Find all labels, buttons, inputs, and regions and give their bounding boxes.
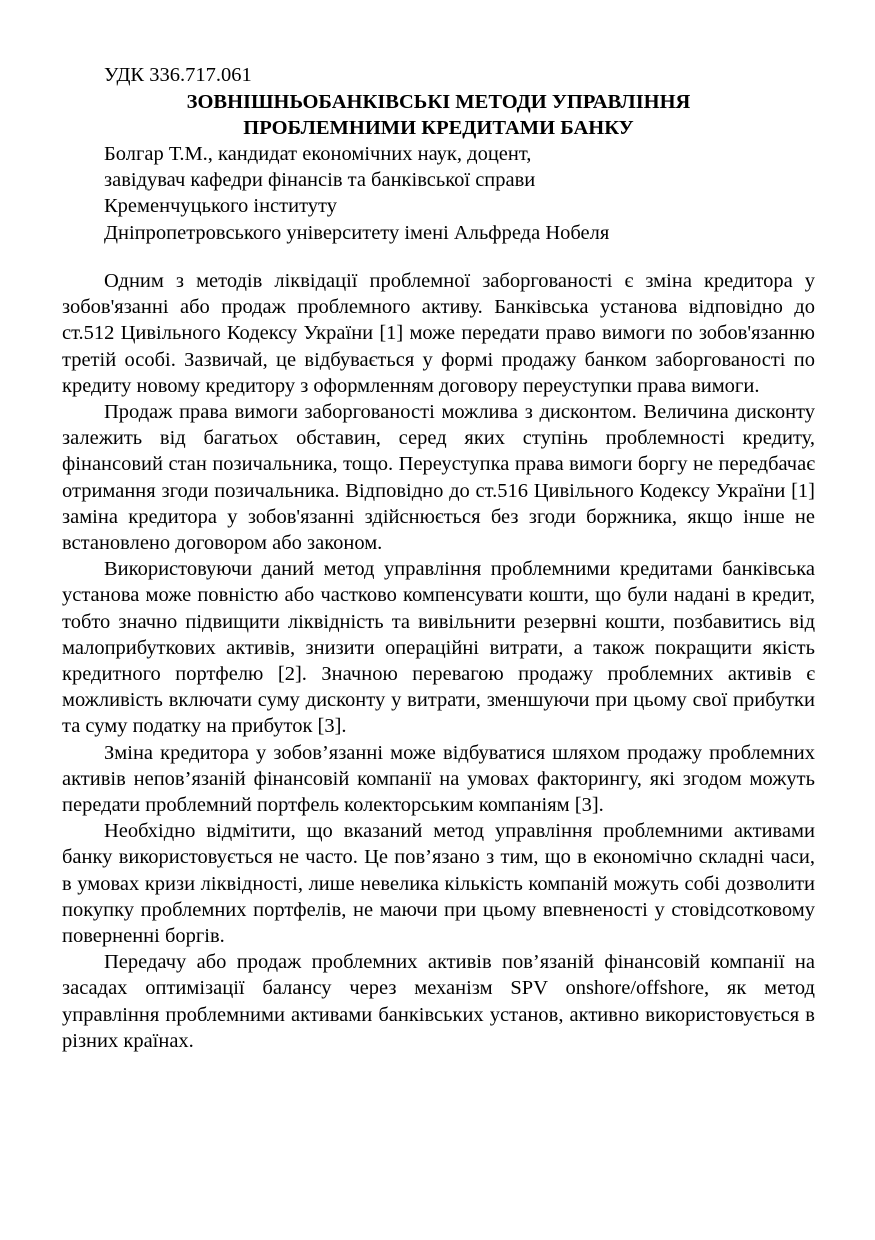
body-paragraph: Необхідно відмітити, що вказаний метод управління проблемними активами банку використовується не часто. Це пов’язано з тим, що в економічно складні часи, в умовах кризи ліквідності, лише невелика кількість компаній можуть собі дозволити покупку проблемних портфелів, не маючи при цьому впевненості у стовідсотковому поверненні боргів. — [62, 820, 815, 948]
author-position-line: завідувач кафедри фінансів та банківської справи — [104, 169, 536, 192]
article-title-line-2: ПРОБЛЕМНИМИ КРЕДИТАМИ БАНКУ — [243, 117, 634, 139]
body-paragraph: Одним з методів ліквідації проблемної заборгованості є зміна кредитора у зобов'язанні або продаж проблемного активу. Банківська установа відповідно до ст.512 Цивільного Кодексу України [1] може передати право вимоги по зобов'язанню третій особі. Зазвичай, це відбувається у формі продажу банком заборгованості по кредиту новому кредитору з оформленням договору переуступки права вимоги. — [62, 270, 815, 397]
body-paragraph: Продаж права вимоги заборгованості можлива з дисконтом. Величина дисконту залежить від багатьох обставин, серед яких ступінь проблемності кредиту, фінансовий стан позичальника, тощо. Переуступка права вимоги боргу не передбачає отримання згоди позичальника. Відповідно до ст.516 Цивільного Кодексу України [1] заміна кредитора у зобов'язанні здійснюється без згоди боржника, якщо інше не встановлено договором або законом. — [62, 401, 815, 555]
udc-code: УДК 336.717.061 — [104, 64, 252, 86]
author-university-line: Дніпропетровського університету імені Альфреда Нобеля — [104, 221, 610, 244]
body-paragraph: Зміна кредитора у зобов’язанні може відбуватися шляхом продажу проблемних активів непов’язаній фінансовій компанії на умовах факторингу, які згодом можуть передати проблемний портфель колекторським компаніям [3]. — [62, 741, 815, 817]
article-title-line-1: ЗОВНІШНЬОБАНКІВСЬКІ МЕТОДИ УПРАВЛІННЯ — [186, 91, 691, 113]
body-paragraph: Використовуючи даний метод управління проблемними кредитами банківська установа може повністю або частково компенсувати кошти, що були надані в кредит, тобто значно підвищити ліквідність та вивільнити резервні кошти, позбавитись від малоприбуткових активів, знизити операційні витрати, а також покращити якість кредитного портфелю [2]. Значною перевагою продажу проблемних активів є можливість включати суму дисконту у витрати, зменшуючи при цьому свої прибутки та суму податку на прибуток [3]. — [62, 558, 815, 738]
article-title — [62, 89, 815, 141]
author-institute-line: Кременчуцького інституту — [104, 195, 337, 218]
author-name-line: Болгар Т.М., кандидат економічних наук, доцент, — [104, 143, 532, 165]
author-info — [104, 141, 804, 246]
body-paragraph: Передачу або продаж проблемних активів пов’язаній фінансовій компанії на засадах оптимізації балансу через механізм SPV onshore/offshore, як метод управління проблемними активами банківських установ, активно використовується в різних країнах. — [62, 951, 815, 1052]
article-body — [62, 268, 815, 1054]
